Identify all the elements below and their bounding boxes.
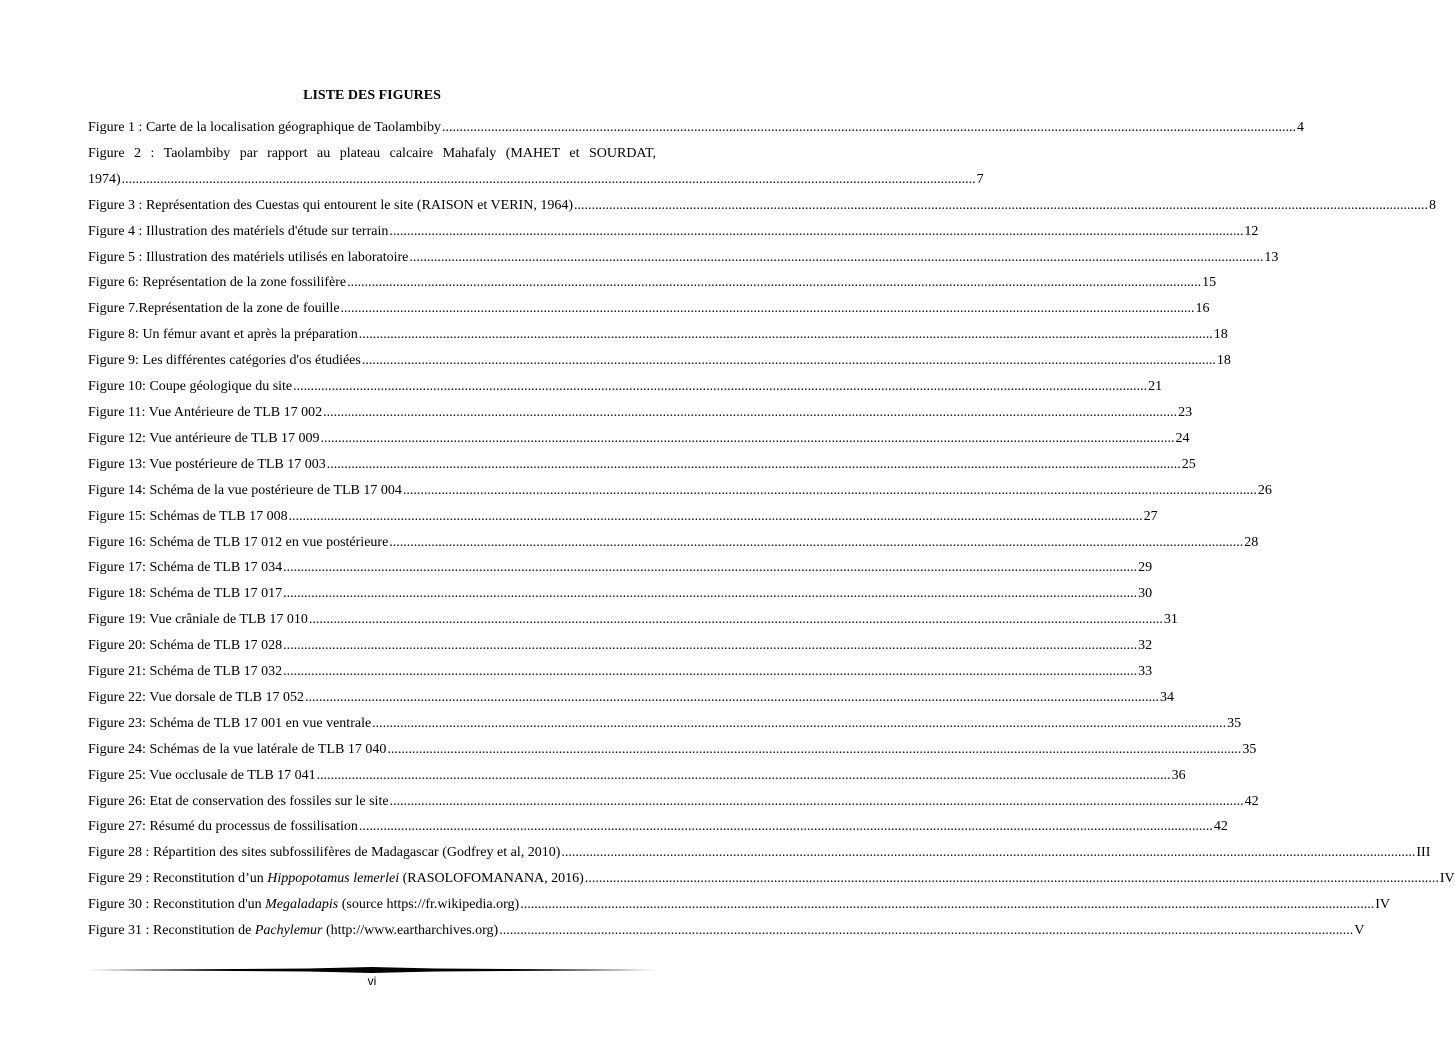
entry-page: 42 — [1213, 819, 1228, 835]
entry-page: 24 — [1175, 430, 1190, 446]
entry-label: Figure 12: Vue antérieure de TLB 17 009 — [88, 430, 320, 446]
entry-label — [88, 866, 584, 892]
entry-label: Figure 3 : Représentation des Cuestas qui entourent le site (RAISON et VERIN, 1964) — [88, 197, 573, 213]
dot-leader — [389, 530, 1243, 556]
entry-label: Figure 25: Vue occlusale de TLB 17 041 — [88, 767, 316, 783]
list-item[interactable] — [88, 581, 1153, 607]
dot-leader — [520, 892, 1374, 918]
entry-label: Figure 11: Vue Antérieure de TLB 17 002 — [88, 404, 323, 420]
dot-leader — [283, 659, 1137, 685]
entry-label: Figure 20: Schéma de TLB 17 028 — [88, 638, 283, 654]
label-text: (RASOLOFOMANANA, 2016) — [399, 871, 584, 887]
dot-leader — [362, 348, 1216, 374]
entry-label: Figure 7.Représentation de la zone de fouille — [88, 301, 340, 317]
entry-page: V — [1354, 923, 1365, 939]
entry-page: 8 — [1429, 197, 1436, 213]
entry-label: Figure 4 : Illustration des matériels d'étude sur terrain — [88, 223, 389, 239]
dot-leader — [359, 322, 1213, 348]
entry-label: Figure 16: Schéma de TLB 17 012 en vue postérieure — [88, 534, 389, 550]
entry-page: 27 — [1143, 508, 1158, 524]
page-number: vi — [367, 974, 377, 988]
entry-label — [88, 918, 498, 944]
entry-page: 21 — [1148, 379, 1163, 395]
entry-label: Figure 26: Etat de conservation des fossiles sur le site — [88, 793, 389, 809]
entry-label: Figure 5 : Illustration des matériels utilisés en laboratoire — [88, 249, 409, 265]
list-item[interactable] — [88, 141, 984, 193]
genus-name: Megaladapis — [265, 897, 339, 913]
entry-page: 42 — [1244, 793, 1259, 809]
list-item[interactable] — [88, 426, 1190, 452]
list-item[interactable] — [88, 193, 1436, 219]
dot-leader — [305, 685, 1159, 711]
entry-page: 18 — [1216, 353, 1231, 369]
entry-page: 15 — [1202, 275, 1217, 291]
list-item[interactable] — [88, 659, 1153, 685]
label-text: Figure 30 : Reconstitution d'un — [88, 897, 266, 913]
entry-page: 31 — [1163, 612, 1178, 628]
genus-name: Pachylemur — [254, 923, 323, 939]
dot-leader — [283, 633, 1137, 659]
entry-label: Figure 6: Représentation de la zone fossilifère — [88, 275, 347, 291]
entry-page: 4 — [1296, 120, 1304, 135]
entry-page: IV — [1439, 871, 1455, 887]
page-title: LISTE DES FIGURES — [303, 88, 441, 103]
entry-page: IV — [1375, 897, 1390, 913]
label-text: (http://www.eartharchives.org) — [322, 923, 499, 939]
entry-page: 34 — [1160, 689, 1175, 705]
dot-leader — [293, 374, 1147, 400]
entry-page: 29 — [1138, 560, 1153, 576]
entry-label: Figure 9: Les différentes catégories d'os étudiées — [88, 353, 361, 369]
entry-label: Figure 15: Schémas de TLB 17 008 — [88, 508, 288, 524]
list-item[interactable] — [88, 219, 1259, 245]
dot-leader — [327, 452, 1181, 478]
entry-page: 36 — [1171, 767, 1186, 783]
list-item[interactable] — [88, 504, 1158, 530]
entry-label — [88, 892, 519, 918]
entry-label: Figure 21: Schéma de TLB 17 032 — [88, 664, 283, 680]
list-item[interactable] — [88, 348, 1231, 374]
entry-page: 23 — [1178, 404, 1193, 420]
footer-rule — [88, 967, 656, 973]
dot-leader — [403, 478, 1257, 504]
entry-page: 26 — [1257, 482, 1272, 498]
list-item[interactable] — [88, 245, 1279, 271]
entry-label: Figure 14: Schéma de la vue postérieure de TLB 17 004 — [88, 482, 402, 498]
list-item[interactable] — [88, 530, 1259, 556]
label-text: (source https://fr.wikipedia.org) — [338, 897, 520, 913]
entry-page: 18 — [1213, 327, 1228, 343]
list-item[interactable] — [88, 763, 1186, 789]
entry-label: Figure 8: Un fémur avant et après la préparation — [88, 327, 358, 343]
entry-page: 7 — [976, 171, 984, 187]
entry-label: Figure 13: Vue postérieure de TLB 17 003 — [88, 456, 326, 472]
list-item[interactable] — [88, 296, 1210, 322]
dot-leader — [574, 193, 1428, 219]
dot-leader — [372, 711, 1226, 737]
dot-leader — [389, 219, 1243, 245]
list-item[interactable] — [88, 685, 1175, 711]
entry-page: 13 — [1264, 249, 1279, 265]
list-item[interactable] — [88, 892, 1390, 918]
entry-label: Figure 2 : Taolambiby par rapport au plateau calcaire Mahafaly (MAHET et SOURDAT, — [88, 145, 656, 161]
dot-leader — [283, 581, 1137, 607]
species-name: Hippopotamus lemerlei — [267, 871, 400, 887]
dot-leader — [323, 400, 1177, 426]
entry-label: Figure 24: Schémas de la vue latérale de TLB 17 040 — [88, 741, 387, 757]
dot-leader — [499, 918, 1353, 944]
entry-label: Figure 28 : Répartition des sites subfossilifères de Madagascar (Godfrey et al, 2010) — [88, 845, 561, 861]
dot-leader — [409, 245, 1263, 271]
list-item[interactable] — [88, 374, 1163, 400]
dot-leader — [387, 737, 1241, 763]
dot-leader — [283, 555, 1137, 581]
dot-leader — [341, 296, 1195, 322]
entry-label: Figure 18: Schéma de TLB 17 017 — [88, 586, 283, 602]
entry-page: 35 — [1242, 741, 1257, 757]
list-item[interactable] — [88, 633, 1153, 659]
list-item[interactable] — [88, 322, 1228, 348]
list-item[interactable] — [88, 711, 1242, 737]
entry-page: III — [1416, 845, 1431, 861]
entry-label: Figure 27: Résumé du processus de fossilisation — [88, 819, 358, 835]
dot-leader — [347, 270, 1201, 296]
list-item[interactable] — [88, 478, 1272, 504]
dot-leader — [561, 840, 1415, 866]
entry-label: Figure 10: Coupe géologique du site — [88, 379, 293, 395]
list-item[interactable] — [88, 400, 1193, 426]
entry-page: 30 — [1138, 586, 1153, 602]
label-text: Figure 29 : Reconstitution d’un — [88, 871, 268, 887]
list-item[interactable] — [88, 270, 1217, 296]
dot-leader — [390, 789, 1244, 815]
list-item[interactable] — [88, 115, 1304, 141]
list-item[interactable] — [88, 814, 1228, 840]
list-item[interactable] — [88, 452, 1196, 478]
list-item[interactable] — [88, 737, 1257, 763]
list-item[interactable] — [88, 840, 1431, 866]
list-item[interactable] — [88, 555, 1153, 581]
list-item[interactable] — [88, 918, 1365, 944]
dot-leader — [122, 167, 976, 193]
list-item[interactable] — [88, 789, 1259, 815]
entry-label: Figure 23: Schéma de TLB 17 001 en vue ventrale — [88, 715, 372, 731]
entry-page: 35 — [1227, 715, 1242, 731]
entry-label: Figure 1 : Carte de la localisation géographique de Taolambiby — [88, 120, 441, 135]
entry-page: 12 — [1244, 223, 1259, 239]
list-item[interactable] — [88, 607, 1178, 633]
dot-leader — [317, 763, 1171, 789]
entry-page: 28 — [1244, 534, 1259, 550]
entry-label: Figure 17: Schéma de TLB 17 034 — [88, 560, 283, 576]
dot-leader — [309, 607, 1163, 633]
entry-label: Figure 19: Vue crâniale de TLB 17 010 — [88, 612, 308, 628]
entry-page: 25 — [1181, 456, 1196, 472]
dot-leader — [442, 115, 1296, 141]
figure-list — [88, 115, 1455, 944]
dot-leader — [359, 814, 1213, 840]
entry-label-continued: 1974) — [88, 171, 121, 187]
entry-page: 33 — [1138, 664, 1153, 680]
dot-leader — [321, 426, 1175, 452]
dot-leader — [585, 866, 1439, 892]
dot-leader — [289, 504, 1143, 530]
entry-page: 16 — [1195, 301, 1210, 317]
label-text: Figure 31 : Reconstitution de — [88, 923, 255, 939]
list-item[interactable] — [88, 866, 1455, 892]
entry-label: Figure 22: Vue dorsale de TLB 17 052 — [88, 689, 305, 705]
entry-page: 32 — [1138, 638, 1153, 654]
